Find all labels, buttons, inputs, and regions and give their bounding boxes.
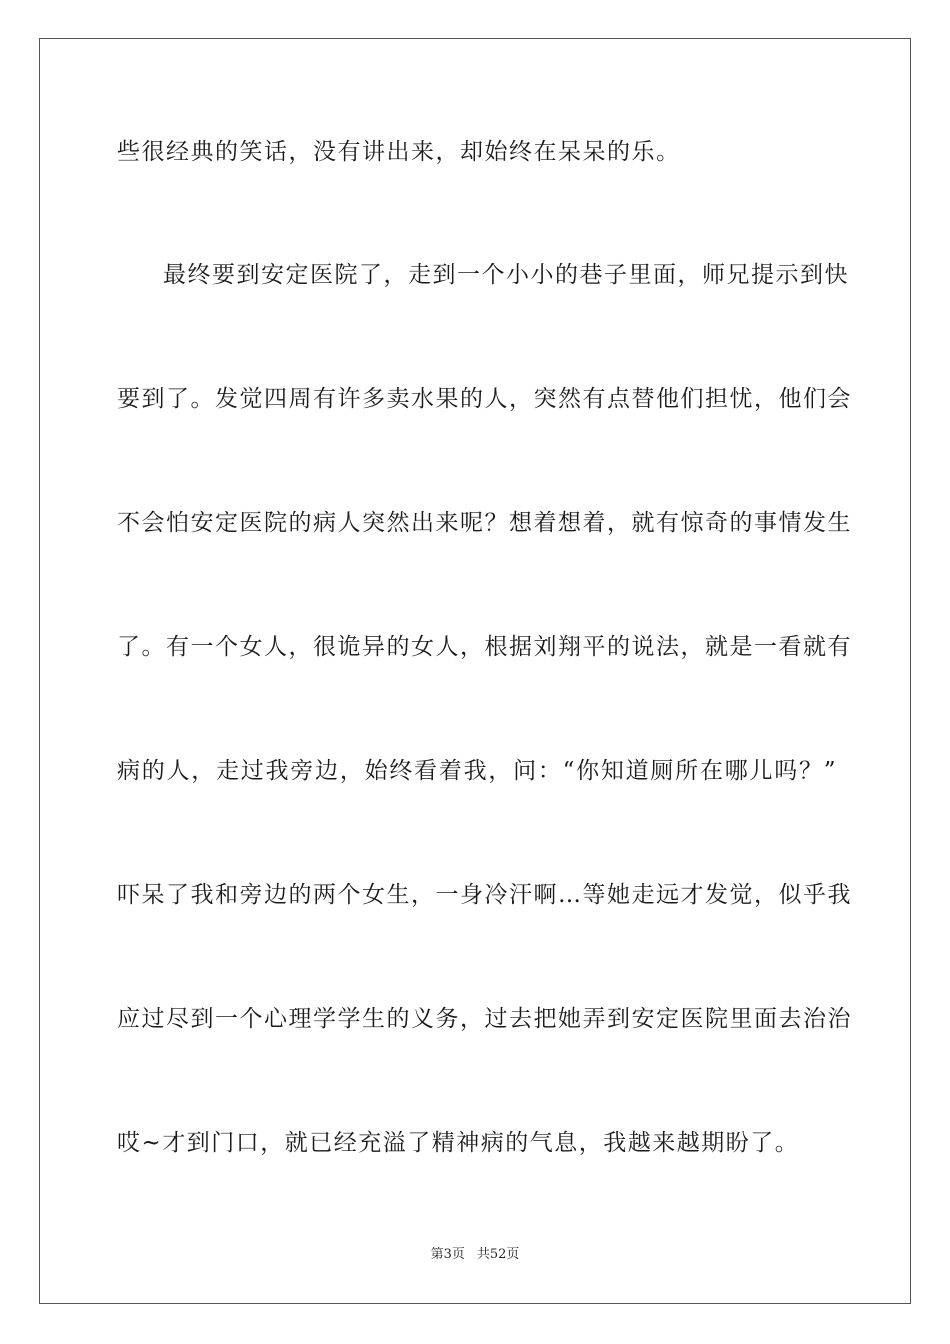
paragraph-line: 要到了。发觉四周有许多卖水果的人，突然有点替他们担忧，他们会 xyxy=(117,386,852,412)
page-border xyxy=(39,38,911,1304)
paragraph-line: 病的人，走过我旁边，始终看着我，问：“你知道厕所在哪儿吗？” xyxy=(117,758,837,784)
paragraph-line: 应过尽到一个心理学学生的义务，过去把她弄到安定医院里面去治治 xyxy=(117,1006,852,1032)
paragraph-line: 最终要到安定医院了，走到一个小小的巷子里面，师兄提示到快 xyxy=(163,262,849,288)
paragraph-line: 哎~才到门口，就已经充溢了精神病的气息，我越来越期盼了。 xyxy=(117,1130,800,1156)
paragraph-line: 了。有一个女人，很诡异的女人，根据刘翔平的说法，就是一看就有 xyxy=(117,634,852,660)
page-number: 第3页 xyxy=(430,1247,465,1262)
page-total: 共52页 xyxy=(476,1247,520,1262)
page-footer xyxy=(0,1246,950,1264)
paragraph-line: 吓呆了我和旁边的两个女生，一身冷汗啊…等她走远才发觉，似乎我 xyxy=(117,882,852,908)
paragraph-line: 不会怕安定医院的病人突然出来呢？想着想着，就有惊奇的事情发生 xyxy=(117,510,852,536)
paragraph-line: 些很经典的笑话，没有讲出来，却始终在呆呆的乐。 xyxy=(117,139,681,165)
